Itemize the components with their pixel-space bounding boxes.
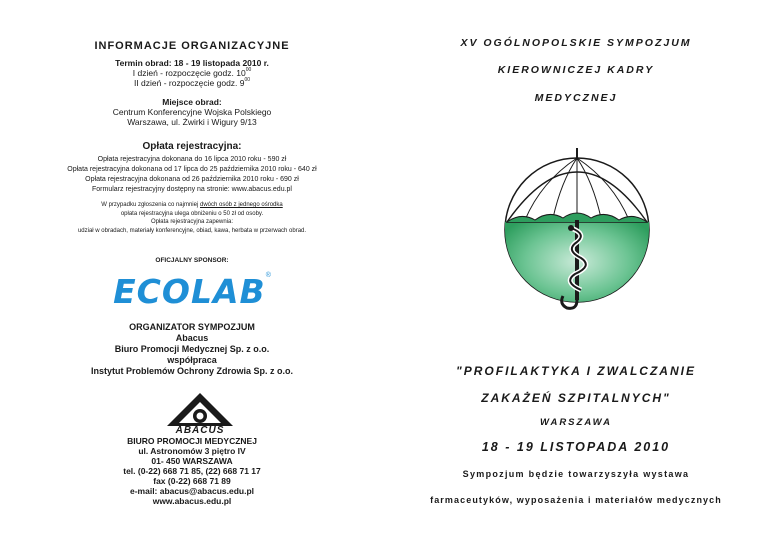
- contact-line: BIURO PROMOCJI MEDYCZNEJ: [127, 436, 257, 446]
- organizer-line: współpraca: [167, 355, 217, 365]
- organizer-list: [0, 333, 384, 377]
- discount-line: W przypadku zgłoszenia co najmniej dwóch osób z jednego ośrodka: [101, 202, 283, 208]
- venue-name: Centrum Konferencyjne Wojska Polskiego: [112, 107, 272, 117]
- fee-title: Opłata rejestracyjna:: [142, 141, 242, 152]
- discount-info: [0, 201, 384, 235]
- day1-start: I dzień - rozpoczęcie godz. $10^{00}$: [132, 67, 252, 78]
- city: WARSZAWA: [540, 417, 612, 428]
- organizer-line: Abacus: [175, 333, 209, 343]
- fee-line: Opłata rejestracyjna dokonana od 26 października 2010 roku - 690 zł: [85, 176, 299, 183]
- organizer-title: ORGANIZATOR SYMPOZJUM: [129, 322, 255, 332]
- symposium-title-line-2: KIEROWNICZEJ KADRY: [497, 64, 655, 76]
- symposium-title-line-1: XV OGÓLNOPOLSKIE SYMPOZJUM: [460, 37, 692, 49]
- abacus-logo-text: ABACUS: [175, 425, 225, 436]
- exhibition-note-line-1: Sympozjum będzie towarzyszyła wystawa: [462, 469, 690, 479]
- subject-line-2: ZAKAŻEŃ SZPITALNYCH": [481, 391, 671, 405]
- subject-line-1: "PROFILAKTYKA I ZWALCZANIE: [456, 364, 696, 378]
- event-dates: 18 - 19 LISTOPADA 2010: [481, 440, 671, 454]
- contact-line: www.abacus.edu.pl: [152, 496, 232, 506]
- info-title: INFORMACJE ORGANIZACYJNE: [94, 40, 290, 52]
- abacus-triangle-icon: [165, 392, 235, 428]
- organizer-line: Instytut Problemów Ochrony Zdrowia Sp. z o.o.: [90, 366, 293, 376]
- discount-underlined: dwóch osób z jednego ośrodka: [199, 202, 283, 208]
- symposium-title-line-3: MEDYCZNEJ: [534, 92, 618, 104]
- right-panel: [384, 0, 768, 543]
- sponsor-label: OFICJALNY SPONSOR:: [155, 257, 229, 264]
- dates-label: Termin obrad: 18 - 19 listopada 2010 r.: [115, 58, 269, 68]
- fee-line: Opłata rejestracyjna dokonana do 16 lipca 2010 roku - 590 zł: [97, 156, 287, 163]
- contact-line: fax (0-22) 668 71 89: [153, 476, 231, 486]
- venue-label: Miejsce obrad:: [162, 97, 222, 107]
- contact-line: 01- 450 WARSZAWA: [151, 456, 233, 466]
- discount-line: udział w obradach, materiały konferencyjne, obiad, kawa, herbata w przerwach obrad.: [77, 227, 307, 234]
- fee-line: Opłata rejestracyjna dokonana od 17 lipca do 25 października 2010 roku - 640 zł: [67, 166, 317, 173]
- contact-block: [0, 436, 384, 506]
- contact-line: tel. (0-22) 668 71 85, (22) 668 71 17: [123, 466, 261, 476]
- fee-list: [0, 155, 384, 195]
- discount-line: Opłata rejestracyjna zapewnia:: [150, 219, 234, 225]
- organizer-line: Biuro Promocji Medycznej Sp. z o.o.: [114, 344, 270, 354]
- fee-line: Formularz rejestracyjny dostępny na stronie: www.abacus.edu.pl: [92, 186, 292, 193]
- abacus-logo: [165, 392, 235, 436]
- contact-line: ul. Astronomów 3 piętro IV: [138, 446, 246, 456]
- discount-line: opłata rejestracyjna ulega obniżeniu o 50 zł od osoby.: [120, 210, 264, 217]
- ecolab-logo-text: ECOLAB: [113, 272, 266, 311]
- exhibition-note-line-2: farmaceutyków, wyposażenia i materiałów medycznych: [430, 495, 722, 505]
- venue-address: Warszawa, ul. Żwirki i Wigury 9/13: [127, 117, 257, 127]
- umbrella-emblem-icon: [501, 142, 653, 314]
- ecolab-logo: ECOLAB®: [113, 272, 271, 311]
- day2-start: II dzień - rozpoczęcie godz. $9^{00}$: [133, 77, 251, 88]
- contact-line: e-mail: abacus@abacus.edu.pl: [129, 486, 255, 496]
